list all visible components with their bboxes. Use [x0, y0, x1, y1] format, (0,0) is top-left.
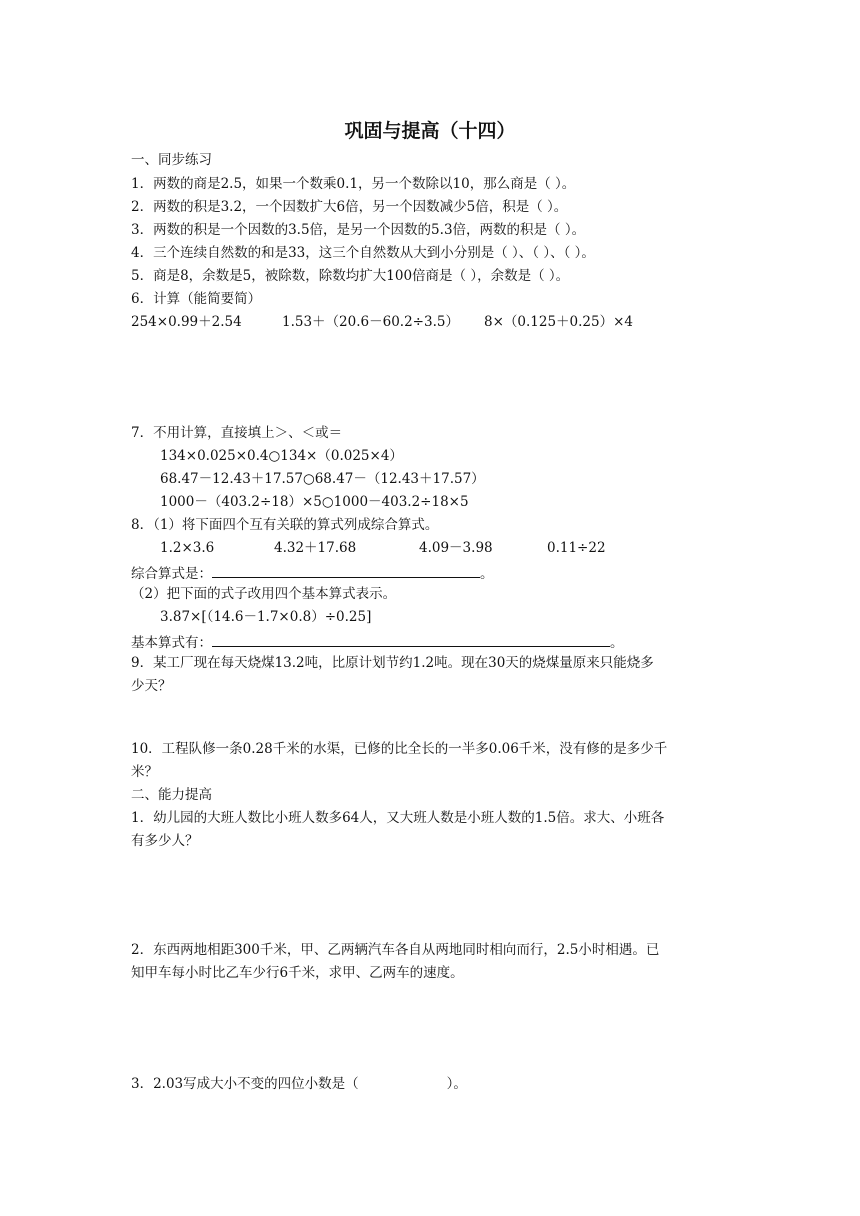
- problem-1-line-1: 1．幼儿园的大班人数比小班人数多64人，又大班人数是小班人数的1.5倍。求大、小班各: [131, 810, 665, 826]
- combined-formula-line: [131, 565, 494, 582]
- problem-3-prefix: 3．2.03写成大小不变的四位小数是（: [131, 1076, 359, 1092]
- related-expression-3: 4.09－3.98: [419, 540, 493, 556]
- question-9-line-2: 少天？: [131, 678, 172, 694]
- compare-item-1: 134×0.025×0.4○134×（0.025×4）: [160, 448, 403, 464]
- question-5: 5．商是8，余数是5，被除数，除数均扩大100倍商是（ ），余数是（ ）。: [131, 268, 570, 284]
- combined-formula-blank[interactable]: [212, 565, 480, 578]
- question-8-label: 8．（1）将下面四个互有关联的算式列成综合算式。: [131, 517, 439, 533]
- combined-formula-end: 。: [480, 566, 494, 582]
- basic-formula-line: [131, 634, 624, 651]
- compare-item-2: 68.47－12.43＋17.57○68.47－（12.43＋17.57）: [160, 471, 485, 487]
- basic-formula-end: 。: [610, 635, 624, 651]
- related-expression-1: 1.2×3.6: [160, 540, 215, 556]
- calc-expression-1: 254×0.99＋2.54: [131, 314, 242, 330]
- section-heading-practice: 一、同步练习: [131, 152, 212, 168]
- question-4: 4．三个连续自然数的和是33，这三个自然数从大到小分别是（ ）、（ ）、（ ）。: [131, 245, 595, 261]
- related-expression-2: 4.32＋17.68: [274, 540, 357, 556]
- section-heading-ability: 二、能力提高: [131, 787, 212, 803]
- question-10-line-2: 米？: [131, 764, 158, 780]
- problem-2-line-1: 2．东西两地相距300千米，甲、乙两辆汽车各自从两地同时相向而行，2.5小时相遇。已: [131, 942, 660, 958]
- calc-expression-2: 1.53＋（20.6－60.2÷3.5）: [282, 314, 459, 330]
- basic-formula-label: 基本算式有：: [131, 635, 212, 651]
- problem-3-line: [131, 1078, 467, 1092]
- question-8-part2-expression: 3.87×[（14.6－1.7×0.8）÷0.25]: [160, 609, 372, 625]
- question-6-label: 6．计算（能简要简）: [131, 291, 262, 307]
- question-9-line-1: 9．某工厂现在每天烧煤13.2吨，比原计划节约1.2吨。现在30天的烧煤量原来只能烧多: [131, 655, 654, 671]
- basic-formula-blank[interactable]: [212, 634, 610, 647]
- question-8-part2-label: （2）把下面的式子改用四个基本算式表示。: [131, 586, 397, 602]
- question-1: 1．两数的商是2.5，如果一个数乘0.1，另一个数除以10，那么商是（ ）。: [131, 176, 576, 192]
- calc-expression-3: 8×（0.125＋0.25）×4: [484, 314, 634, 330]
- question-7-label: 7．不用计算，直接填上＞、＜或＝: [131, 425, 343, 441]
- question-3: 3．两数的积是一个因数的3.5倍，是另一个因数的5.3倍，两数的积是（ ）。: [131, 222, 586, 238]
- problem-3-suffix: ）。: [446, 1076, 467, 1092]
- question-2: 2．两数的积是3.2，一个因数扩大6倍，另一个因数减少5倍，积是（ ）。: [131, 199, 568, 215]
- compare-item-3: 1000－（403.2÷18）×5○1000－403.2÷18×5: [160, 494, 469, 510]
- page-title: 巩固与提高（十四）: [344, 120, 516, 142]
- problem-1-line-2: 有多少人？: [131, 833, 199, 849]
- problem-2-line-2: 知甲车每小时比乙车少行6千米，求甲、乙两车的速度。: [131, 965, 464, 981]
- combined-formula-label: 综合算式是：: [131, 566, 212, 582]
- question-10-line-1: 10．工程队修一条0.28千米的水渠，已修的比全长的一半多0.06千米，没有修的是多少千: [131, 741, 668, 757]
- related-expression-4: 0.11÷22: [547, 540, 606, 556]
